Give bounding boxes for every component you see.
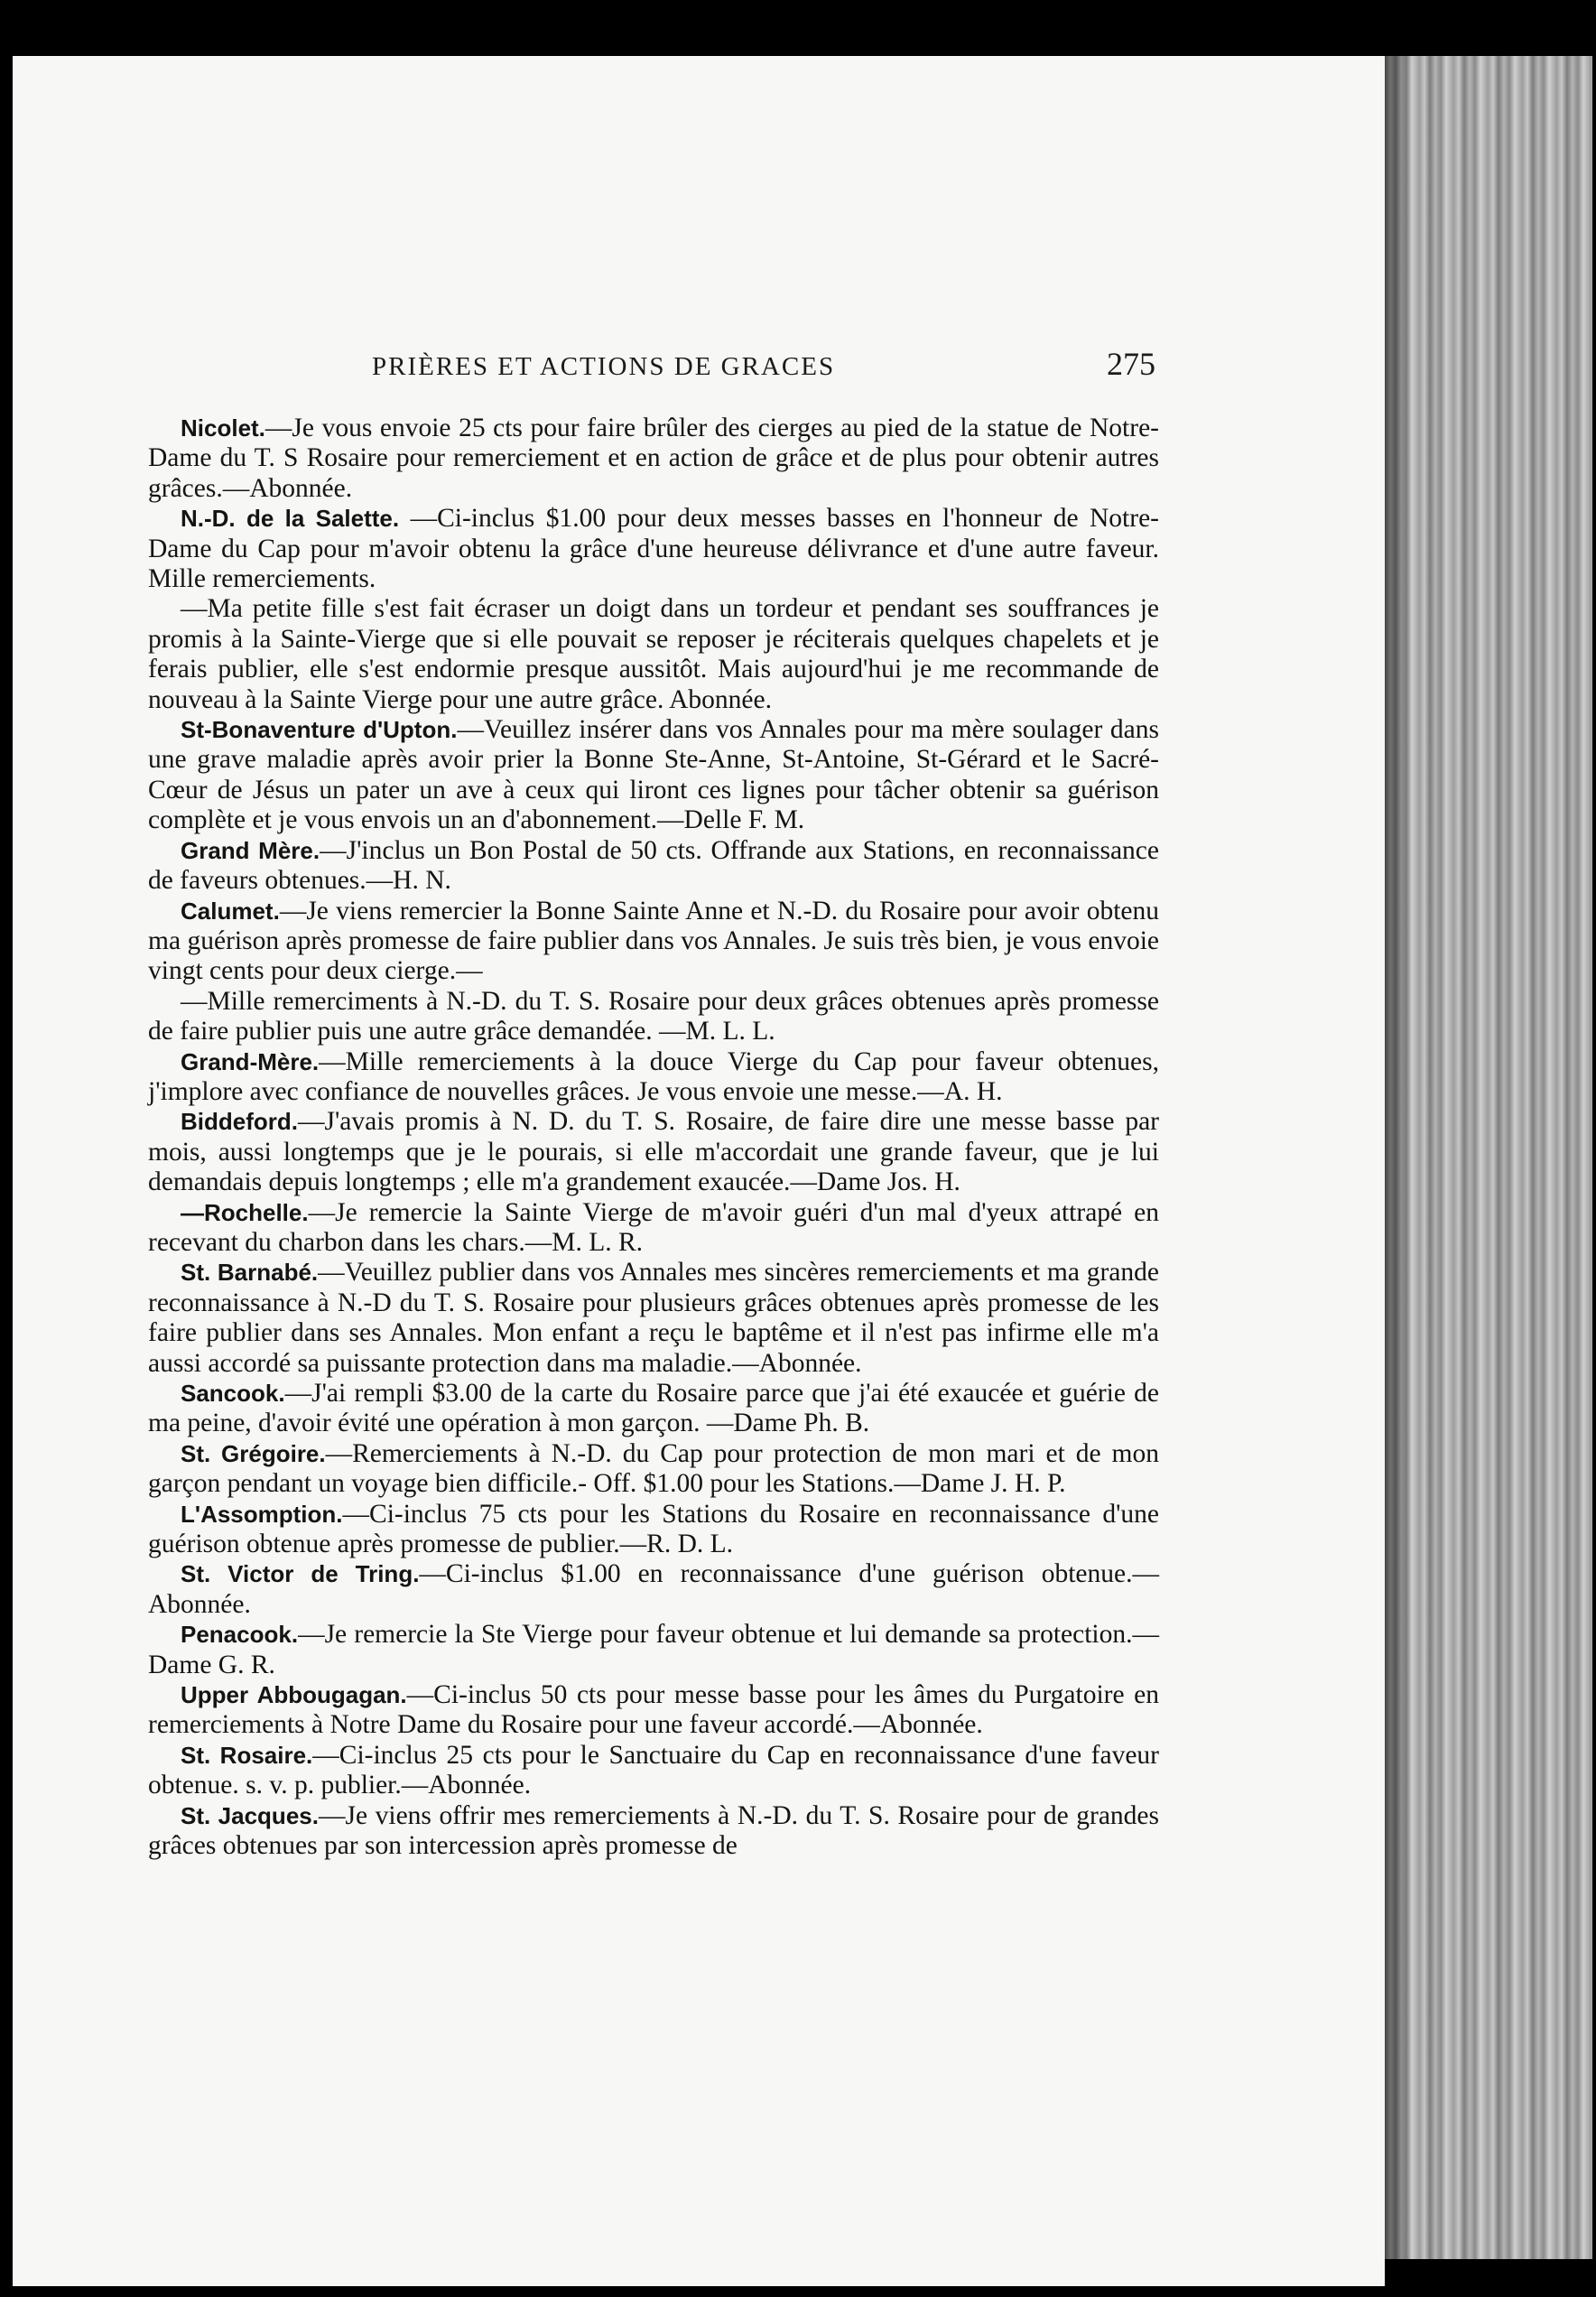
place-name: St. Victor de Tring. (181, 1560, 420, 1588)
place-name: St. Rosaire. (181, 1741, 313, 1769)
place-name: Upper Abbougagan. (181, 1681, 407, 1709)
entry-text: —Je remercie la Ste Vierge pour faveur obtenue et lui demande sa protection.—Dame G. R. (148, 1620, 1159, 1679)
entry-text: —Ci-inclus $1.00 en reconnaissance d'une guérison obtenue.—Abonnée. (148, 1559, 1159, 1619)
entry-text: —Remerciements à N.-D. du Cap pour protection de mon mari et de mon garçon pendant un voyage bien difficile.- Off. $1.00 pour les Stations.—Dame J. H. P. (148, 1438, 1159, 1499)
place-name: Nicolet. (181, 414, 265, 442)
entry-text: —Je vous envoie 25 cts pour faire brûler des cierges au pied de la statue de Notre-Dame du T. S Rosaire pour remerciement et en action de grâce et de plus pour obtenir autres grâces.—Abonnée. (148, 414, 1159, 503)
book-page (13, 56, 1385, 2286)
entry-text: —Ci-inclus 25 cts pour le Sanctuaire du Cap en reconnaissance d'une faveur obtenue. s. v. p. publier.—Abonnée. (148, 1740, 1159, 1800)
place-name: Grand-Mère. (181, 1047, 320, 1075)
entry (148, 1500, 1159, 1560)
place-name: Calumet. (181, 897, 280, 925)
entry-text: —Mille remerciements à la douce Vierge du Cap pour faveur obtenues, j'implore avec confiance de nouvelles grâces. Je vous envoie une messe.—A. H. (148, 1046, 1159, 1106)
place-name: St-Bonaventure d'Upton. (181, 716, 458, 744)
entry-text: —Mille remerciments à N.-D. du T. S. Rosaire pour deux grâces obtenues après promesse de faire publier puis une autre grâce demandée. —M. L. L. (148, 986, 1159, 1046)
entry (148, 1559, 1159, 1620)
place-name: L'Assomption. (181, 1500, 343, 1528)
place-name: Sancook. (181, 1380, 285, 1407)
entry (148, 1439, 1159, 1500)
book-page-edges (1385, 56, 1592, 2259)
entry (148, 1680, 1159, 1741)
entry (148, 594, 1159, 715)
entry (148, 1258, 1159, 1379)
running-head: PRIÈRES ET ACTIONS DE GRACES (372, 352, 836, 381)
entry-text: —Veuillez insérer dans vos Annales pour ma mère soulager dans une grave maladie après avoir prier la Bonne Ste-Anne, St-Antoine, St-Gérard et le Sacré-Cœur de Jésus un pater un ave à ceux qui liront ces lignes pour tâcher obtenir sa guérison complète et je vous envois un an d'abonnement.—Delle F. M. (148, 715, 1160, 835)
place-name: —Rochelle. (181, 1198, 309, 1226)
entry-text: —Ma petite fille s'est fait écraser un doigt dans un tordeur et pendant ses souffrances je promis à la Sainte-Vierge que si elle pouvait se reposer je réciterais quelques chapelets et je ferais publier, elle s'est endormie presque aussitôt. Mais aujourd'hui je me recommande de nouveau à la Sainte Vierge pour une autre grâce. Abonnée. (148, 594, 1159, 714)
entry-text: —J'avais promis à N. D. du T. S. Rosaire, de faire dire une messe basse par mois, aussi longtemps que je le pourais, si elle m'accordait une grande faveur, que je lui demandais depuis longtemps ; elle m'a grandement exaucée.—Dame Jos. H. (148, 1107, 1159, 1197)
entry-text: —J'ai rempli $3.00 de la carte du Rosaire parce que j'ai été exaucée et guérie de ma peine, d'avoir évité une opération à mon garçon. —Dame Ph. B. (148, 1379, 1159, 1438)
body-text (148, 414, 1159, 1862)
page-header (13, 345, 1385, 390)
place-name: Grand Mère. (181, 836, 320, 864)
entry (148, 504, 1159, 594)
entry-text: —Je remercie la Sainte Vierge de m'avoir guéri d'un mal d'yeux attrapé en recevant du charbon dans les chars.—M. L. R. (148, 1197, 1159, 1257)
entry (148, 414, 1159, 504)
entry-text: —Ci-inclus 50 cts pour messe basse pour les âmes du Purgatoire en remerciements à Notre Dame du Rosaire pour une faveur accordé.—Abonnée. (148, 1680, 1159, 1740)
entry-text: —Ci-inclus $1.00 pour deux messes basses en l'honneur de Notre-Dame du Cap pour m'avoir obtenu la grâce d'une heureuse délivrance et d'une autre faveur. Mille remerciements. (148, 504, 1159, 594)
entry-text: —Je viens remercier la Bonne Sainte Anne et N.-D. du Rosaire pour avoir obtenu ma guérison après promesse de faire publier dans vos Annales. Je suis très bien, je vous envoie vingt cents pour deux cierge.— (148, 896, 1159, 986)
entry (148, 1047, 1159, 1108)
place-name: N.-D. de la Salette. (181, 505, 400, 533)
entry (148, 987, 1159, 1047)
entry-text: —J'inclus un Bon Postal de 50 cts. Offrande aux Stations, en reconnaissance de faveurs obtenues.—H. N. (148, 835, 1159, 896)
entry (148, 836, 1159, 897)
page-number: 275 (1107, 346, 1155, 382)
place-name: St. Barnabé. (181, 1259, 319, 1287)
entry (148, 1107, 1159, 1197)
entry (148, 1801, 1159, 1862)
entry (148, 715, 1159, 836)
entry (148, 1198, 1159, 1259)
place-name: Biddeford. (181, 1108, 298, 1136)
place-name: Penacook. (181, 1621, 299, 1649)
entry (148, 897, 1159, 987)
entry-text: —Veuillez publier dans vos Annales mes sincères remerciements et ma grande reconnaissance à N.-D du T. S. Rosaire pour plusieurs grâces obtenues après promesse de les faire publier dans ses Annales. Mon enfant a reçu le baptême et il n'est pas infirme elle m'a aussi accordé sa puissante protection dans ma maladie.—Abonnée. (148, 1258, 1159, 1378)
entry (148, 1379, 1159, 1439)
entry-text: —Je viens offrir mes remerciements à N.-D. du T. S. Rosaire pour de grandes grâces obtenues par son intercession après promesse de (148, 1800, 1160, 1861)
place-name: St. Jacques. (181, 1801, 319, 1829)
place-name: St. Grégoire. (181, 1439, 326, 1467)
entry (148, 1620, 1159, 1680)
entry-text: —Ci-inclus 75 cts pour les Stations du Rosaire en reconnaissance d'une guérison obtenue après promesse de publier.—R. D. L. (148, 1499, 1159, 1559)
entry (148, 1741, 1159, 1801)
